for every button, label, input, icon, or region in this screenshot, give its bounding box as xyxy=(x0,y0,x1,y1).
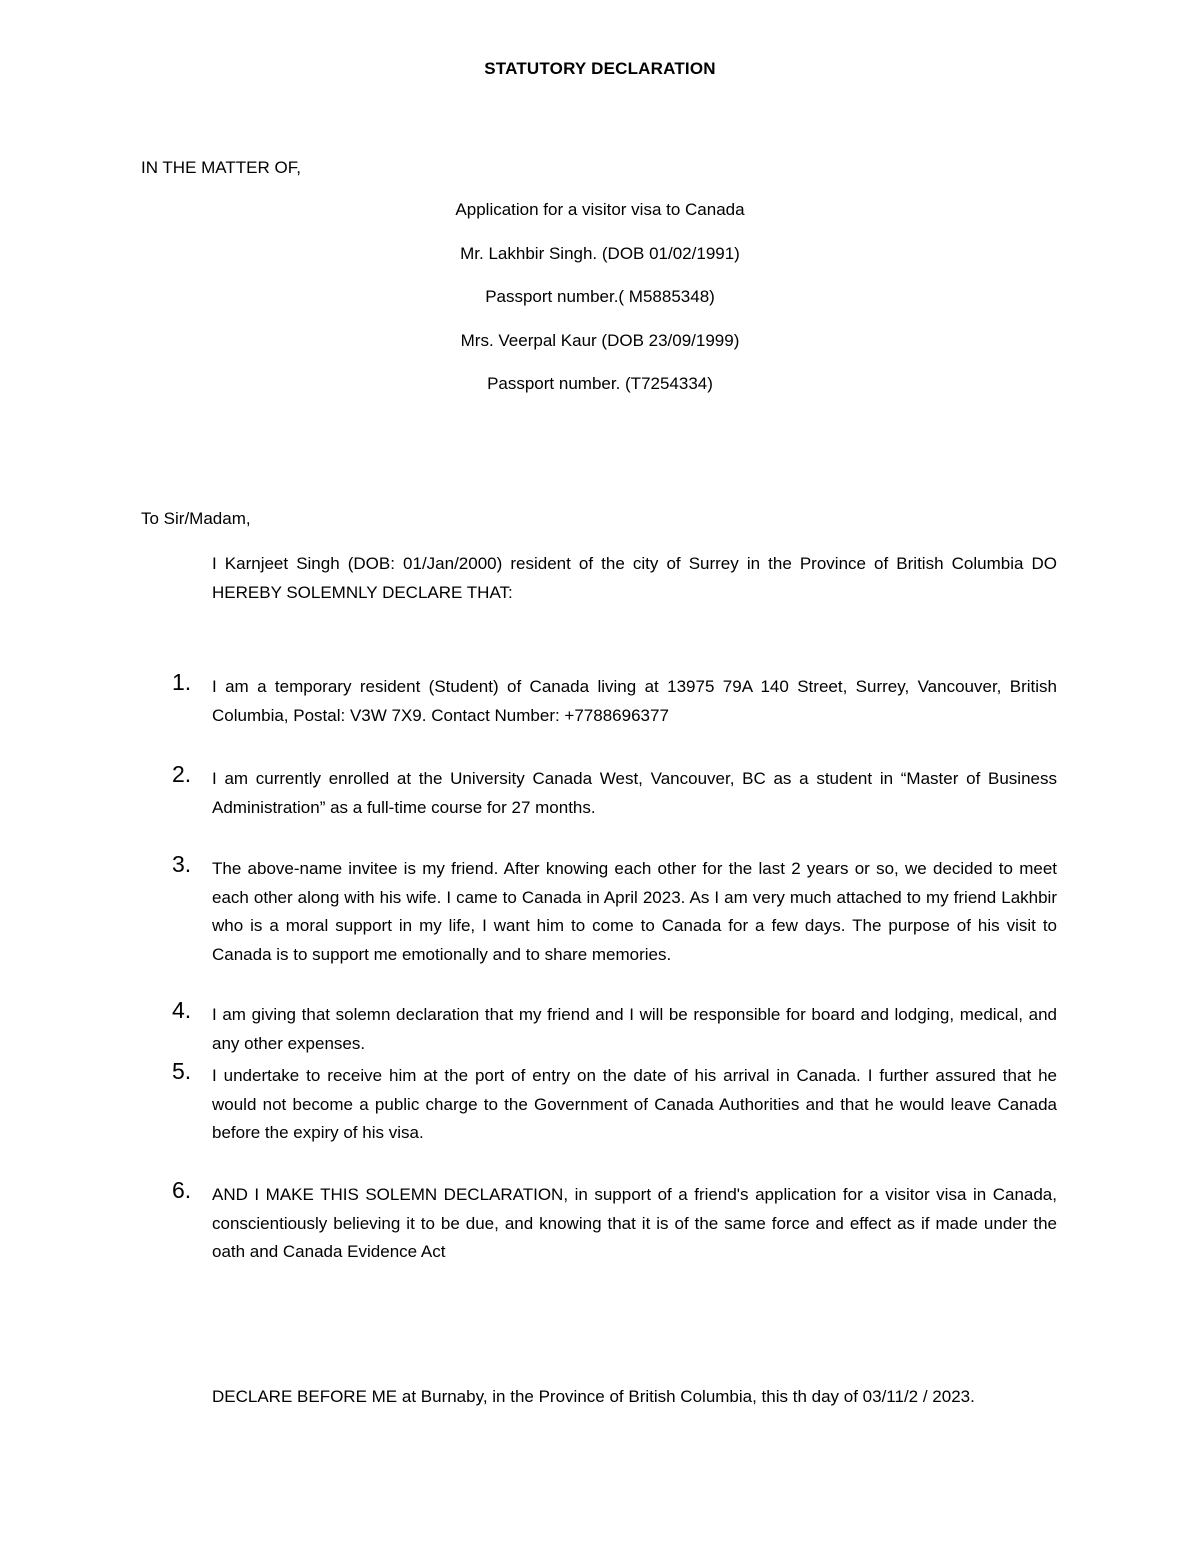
item-text: I am a temporary resident (Student) of Canada living at 13975 79A 140 Street, Surrey, Vancouver, British Columbia, Postal: V3W 7X9. Contact Number: +7788696377 xyxy=(212,677,1057,725)
declarant-intro: I Karnjeet Singh (DOB: 01/Jan/2000) resident of the city of Surrey in the Province of British Columbia DO HEREBY SOLEMNLY DECLARE THAT: xyxy=(212,554,1057,602)
applicant-name-dob: Mr. Lakhbir Singh. (DOB 01/02/1991) xyxy=(460,243,740,263)
declaration-item xyxy=(172,1058,1057,1148)
item-number: 4. xyxy=(172,997,192,1023)
matter-heading: IN THE MATTER OF, xyxy=(141,158,301,177)
item-text: AND I MAKE THIS SOLEMN DECLARATION, in support of a friend's application for a visitor visa in Canada, conscientiously believing it to be due, and knowing that it is of the same force and effect as if made under the oath and Canada Evidence Act xyxy=(212,1185,1057,1261)
spouse-passport-number: Passport number. (T7254334) xyxy=(487,374,713,393)
declaration-closing: DECLARE BEFORE ME at Burnaby, in the Province of British Columbia, this th day of 03/11/2 / 2023. xyxy=(212,1387,975,1406)
document-title: STATUTORY DECLARATION xyxy=(484,59,716,78)
item-number: 1. xyxy=(172,669,192,695)
application-details xyxy=(0,198,1200,416)
item-text: I undertake to receive him at the port of entry on the date of his arrival in Canada. I further assured that he would not become a public charge to the Government of Canada Authorities and that he would leave Canada before the expiry of his visa. xyxy=(212,1066,1057,1142)
item-number: 3. xyxy=(172,851,192,877)
declaration-item xyxy=(172,997,1057,1058)
declaration-item xyxy=(172,669,1057,730)
item-text: The above-name invitee is my friend. After knowing each other for the last 2 years or so, we decided to meet each other along with his wife. I came to Canada in April 2023. As I am very much attached to my friend Lakhbir who is a moral support in my life, I want him to come to Canada for a few days. The purpose of his visit to Canada is to support me emotionally and to share memories. xyxy=(212,859,1057,964)
item-number: 6. xyxy=(172,1177,192,1203)
declaration-item xyxy=(172,761,1057,822)
item-text: I am giving that solemn declaration that my friend and I will be responsible for board and lodging, medical, and any other expenses. xyxy=(212,1005,1057,1053)
item-text: I am currently enrolled at the University Canada West, Vancouver, BC as a student in “Master of Business Administration” as a full-time course for 27 months. xyxy=(212,769,1057,817)
declaration-item xyxy=(172,1177,1057,1267)
salutation: To Sir/Madam, xyxy=(141,509,251,528)
application-purpose: Application for a visitor visa to Canada xyxy=(455,200,745,219)
spouse-name-dob: Mrs. Veerpal Kaur (DOB 23/09/1999) xyxy=(460,330,740,350)
declaration-item xyxy=(172,851,1057,969)
item-number: 5. xyxy=(172,1058,192,1084)
applicant-passport-number: Passport number.( M5885348) xyxy=(485,287,715,306)
item-number: 2. xyxy=(172,761,192,787)
